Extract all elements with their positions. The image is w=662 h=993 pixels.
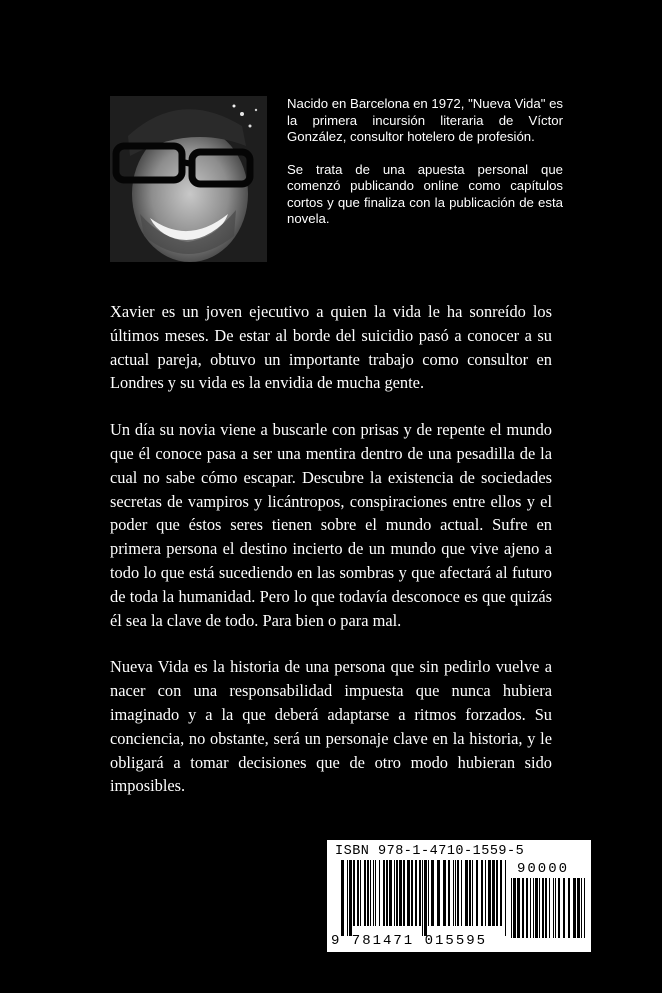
synopsis-paragraph: Un día su novia viene a buscarle con prisas y de repente el mundo que él conoce pasa a ser una mentira dentro de una pesadilla de la cual no sabe cómo escapar. Descubre la existencia de sociedades secretas de vampiros y licántropos, conspiraciones entre ellos y el poder que éstos seres tienen sobre el mundo actual. Sufre en primera persona el destino incierto de un mundo que vive ajeno a todo lo que está sucediendo en las sombras y que afectará al futuro de toda la humanidad. Pero lo que todavía desconoce es que quizás él sea la clave de todo. Para bien o para mal. [110, 420, 552, 630]
barcode-bar [383, 860, 385, 926]
barcode-bar [360, 860, 361, 926]
barcode-bar [424, 860, 427, 936]
barcode-bar [375, 860, 376, 926]
barcode-bar [399, 860, 402, 926]
barcode-bar [533, 878, 534, 938]
barcode-bar [492, 860, 495, 926]
barcode-bar [437, 860, 440, 926]
barcode-bar [573, 878, 576, 938]
barcode-bar [584, 878, 585, 938]
barcode-bar [373, 860, 374, 926]
barcode-bar [581, 878, 582, 938]
barcode-bar [349, 860, 352, 936]
author-bio [287, 96, 563, 244]
barcode-bar [443, 860, 446, 926]
barcode-bar [485, 860, 486, 926]
barcode-bar [411, 860, 413, 926]
barcode-bar [568, 878, 570, 938]
barcode-bar [389, 860, 392, 926]
barcode-bar [481, 860, 483, 926]
barcode-bar [457, 860, 459, 926]
barcode-bar [505, 860, 506, 936]
barcode-bar [448, 860, 450, 926]
barcode-bar [526, 878, 528, 938]
barcode-bar [545, 878, 547, 938]
barcode-bar [431, 860, 434, 926]
barcode-bar [419, 860, 421, 926]
barcode-bar [367, 860, 369, 926]
price-code: 90000 [517, 861, 570, 877]
barcode-bar [364, 860, 366, 926]
barcode-bar [549, 878, 550, 938]
barcode-bar [500, 860, 502, 926]
barcode-bar [407, 860, 410, 926]
barcode-bar [535, 878, 538, 938]
barcode-bar [539, 878, 540, 938]
barcode-bar [513, 878, 516, 938]
barcode-bar [488, 860, 491, 926]
ean-barcode-icon [341, 860, 506, 936]
synopsis [110, 300, 552, 821]
barcode-bar [357, 860, 359, 926]
barcode-bar [353, 860, 355, 926]
barcode-bar [558, 878, 560, 938]
addon-barcode-icon [511, 878, 585, 948]
barcode-bar [370, 860, 371, 926]
author-bio-paragraph: Se trata de una apuesta personal que comenzó publicando online como capítulos cortos y que finaliza con la publicación de esta novela. [287, 161, 563, 226]
author-bio-paragraph: Nacido en Barcelona en 1972, "Nueva Vida" es la primera incursión literaria de Víctor González, consultor hotelero de profesión. [287, 96, 563, 144]
barcode-bar [347, 860, 348, 936]
isbn-barcode [327, 840, 591, 952]
barcode-bar [472, 860, 473, 926]
barcode-bar [555, 878, 556, 938]
barcode-bar [530, 878, 531, 938]
barcode-bar [542, 878, 544, 938]
author-portrait-icon [110, 96, 267, 262]
author-photo [110, 96, 267, 262]
barcode-bar [496, 860, 498, 926]
barcode-bar [577, 878, 580, 938]
barcode-bar [522, 878, 524, 938]
barcode-bar [465, 860, 468, 926]
barcode-bar [386, 860, 388, 926]
barcode-bar [511, 878, 512, 938]
barcode-bar [422, 860, 423, 936]
barcode-bar [415, 860, 417, 926]
barcode-bar [341, 860, 344, 936]
ean-digits: 9 781471 015595 [331, 933, 488, 949]
barcode-bar [469, 860, 471, 926]
barcode-bar [517, 878, 520, 938]
barcode-bar [403, 860, 405, 926]
barcode-bar [453, 860, 454, 926]
barcode-bar [394, 860, 395, 926]
isbn-label: ISBN 978-1-4710-1559-5 [335, 844, 525, 859]
barcode-bar [396, 860, 398, 926]
barcode-bar [461, 860, 462, 926]
barcode-bar [428, 860, 429, 926]
synopsis-paragraph: Xavier es un joven ejecutivo a quien la vida le ha sonreído los últimos meses. De estar al borde del suicidio pasó a conocer a su actual pareja, obtuvo un importante trabajo como consultor en Londres y su vida es la envidia de mucha gente. [110, 302, 552, 393]
barcode-bar [476, 860, 478, 926]
barcode-bar [553, 878, 554, 938]
synopsis-paragraph: Nueva Vida es la historia de una persona que sin pedirlo vuelve a nacer con una responsabilidad impuesta que nunca hubiera imaginado y a la que deberá adaptarse a ritmos forzados. Su conciencia, no obstante, será un personaje clave en la historia, y le obligará a tomar decisiones que de otro modo hubieran sido imposibles. [110, 657, 552, 796]
barcode-bar [455, 860, 456, 926]
barcode-bar [563, 878, 565, 938]
barcode-bar [379, 860, 380, 926]
